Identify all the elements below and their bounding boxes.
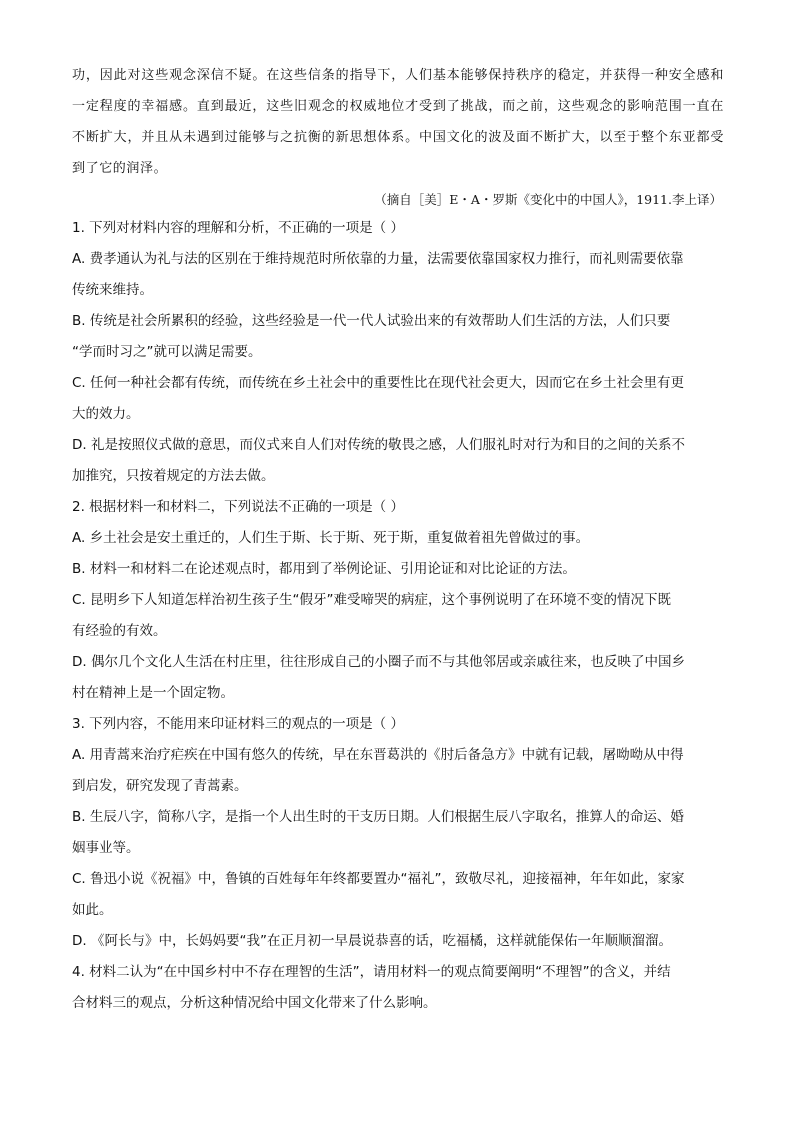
question-1-option-d-line-2: 加推究，只按着规定的方法去做。 bbox=[72, 468, 275, 484]
question-3-option-b-line-2: 姻事业等。 bbox=[72, 840, 140, 856]
question-1-option-a-line-2: 传统来维持。 bbox=[72, 282, 153, 298]
question-3-option-c-line-1: C. 鲁迅小说《祝福》中，鲁镇的百姓每年年终都要置办“福礼”，致敬尽礼，迎接福神，年年如此，家家 bbox=[72, 871, 685, 887]
passage-source: （摘自［美］E・A・罗斯《变化中的中国人》，1911.李上译） bbox=[374, 192, 722, 207]
question-2-option-c-line-2: 有经验的有效。 bbox=[72, 623, 167, 639]
question-3-option-a-line-1: A. 用青蒿来治疗疟疾在中国有悠久的传统，早在东晋葛洪的《肘后备急方》中就有记载，屠呦呦从中得 bbox=[72, 747, 684, 763]
question-3-option-d: D. 《阿长与》中，长妈妈要“我”在正月初一早晨说恭喜的话，吃福橘，这样就能保佑一年顺顺溜溜。 bbox=[72, 933, 672, 949]
question-2-option-d-line-1: D. 偶尔几个文化人生活在村庄里，往往形成自己的小圈子而不与其他邻居或亲戚往来，也反映了中国乡 bbox=[72, 654, 685, 670]
question-3-option-b-line-1: B. 生辰八字，简称八字，是指一个人出生时的干支历日期。人们根据生辰八字取名，推算人的命运、婚 bbox=[72, 809, 684, 825]
question-1-stem: 1. 下列对材料内容的理解和分析，不正确的一项是（ ） bbox=[72, 220, 404, 236]
question-2-option-a: A. 乡土社会是安土重迁的，人们生于斯、长于斯、死于斯，重复做着祖先曾做过的事。 bbox=[72, 530, 590, 546]
question-3-stem: 3. 下列内容，不能用来印证材料三的观点的一项是（ ） bbox=[72, 716, 404, 732]
question-2-option-d-line-2: 村在精神上是一个固定物。 bbox=[72, 685, 234, 701]
question-1-option-c-line-2: 大的效力。 bbox=[72, 406, 140, 422]
question-1-option-d-line-1: D. 礼是按照仪式做的意思，而仪式来自人们对传统的敬畏之感，人们服礼时对行为和目的之间的关系不 bbox=[72, 437, 685, 453]
question-1-option-a-line-1: A. 费孝通认为礼与法的区别在于维持规范时所依靠的力量，法需要依靠国家权力推行，而礼则需要依靠 bbox=[72, 251, 684, 267]
question-1-option-c-line-1: C. 任何一种社会都有传统，而传统在乡土社会中的重要性比在现代社会更大，因而它在乡土社会里有更 bbox=[72, 375, 685, 391]
question-3-option-c-line-2: 如此。 bbox=[72, 902, 113, 918]
question-2-option-c-line-1: C. 昆明乡下人知道怎样治初生孩子生“假牙”难受啼哭的病症，这个事例说明了在环境不变的情况下既 bbox=[72, 592, 671, 608]
question-3-option-a-line-2: 到启发，研究发现了青蒿素。 bbox=[72, 778, 248, 794]
question-4-stem: 4. 材料二认为“在中国乡村中不存在理智的生活”，请用材料一的观点简要阐明“不理智”的含义，并结 bbox=[72, 964, 671, 980]
question-2-stem: 2. 根据材料一和材料二，下列说法不正确的一项是（ ） bbox=[72, 499, 404, 515]
question-1-option-b-line-1: B. 传统是社会所累积的经验，这些经验是一代一代人试验出来的有效帮助人们生活的方法，人们只要 bbox=[72, 313, 671, 329]
question-1-option-b-line-2: “学而时习之”就可以满足需要。 bbox=[72, 344, 262, 360]
passage-paragraph: 功，因此对这些观念深信不疑。在这些信条的指导下，人们基本能够保持秩序的稳定，并获得一种安全感和一定程度的幸福感。直到最近，这些旧观念的权威地位才受到了挑战，而之前，这些观念的影响范围一直在不断扩大，并且从未遇到过能够与之抗衡的新思想体系。中国文化的波及面不断扩大，以至于整个东亚都受到了它的润泽。 bbox=[72, 68, 724, 176]
question-2-option-b: B. 材料一和材料二在论述观点时，都用到了举例论证、引用论证和对比论证的方法。 bbox=[72, 561, 576, 577]
question-4-stem-continued: 合材料三的观点，分析这种情况给中国文化带来了什么影响。 bbox=[72, 995, 437, 1011]
